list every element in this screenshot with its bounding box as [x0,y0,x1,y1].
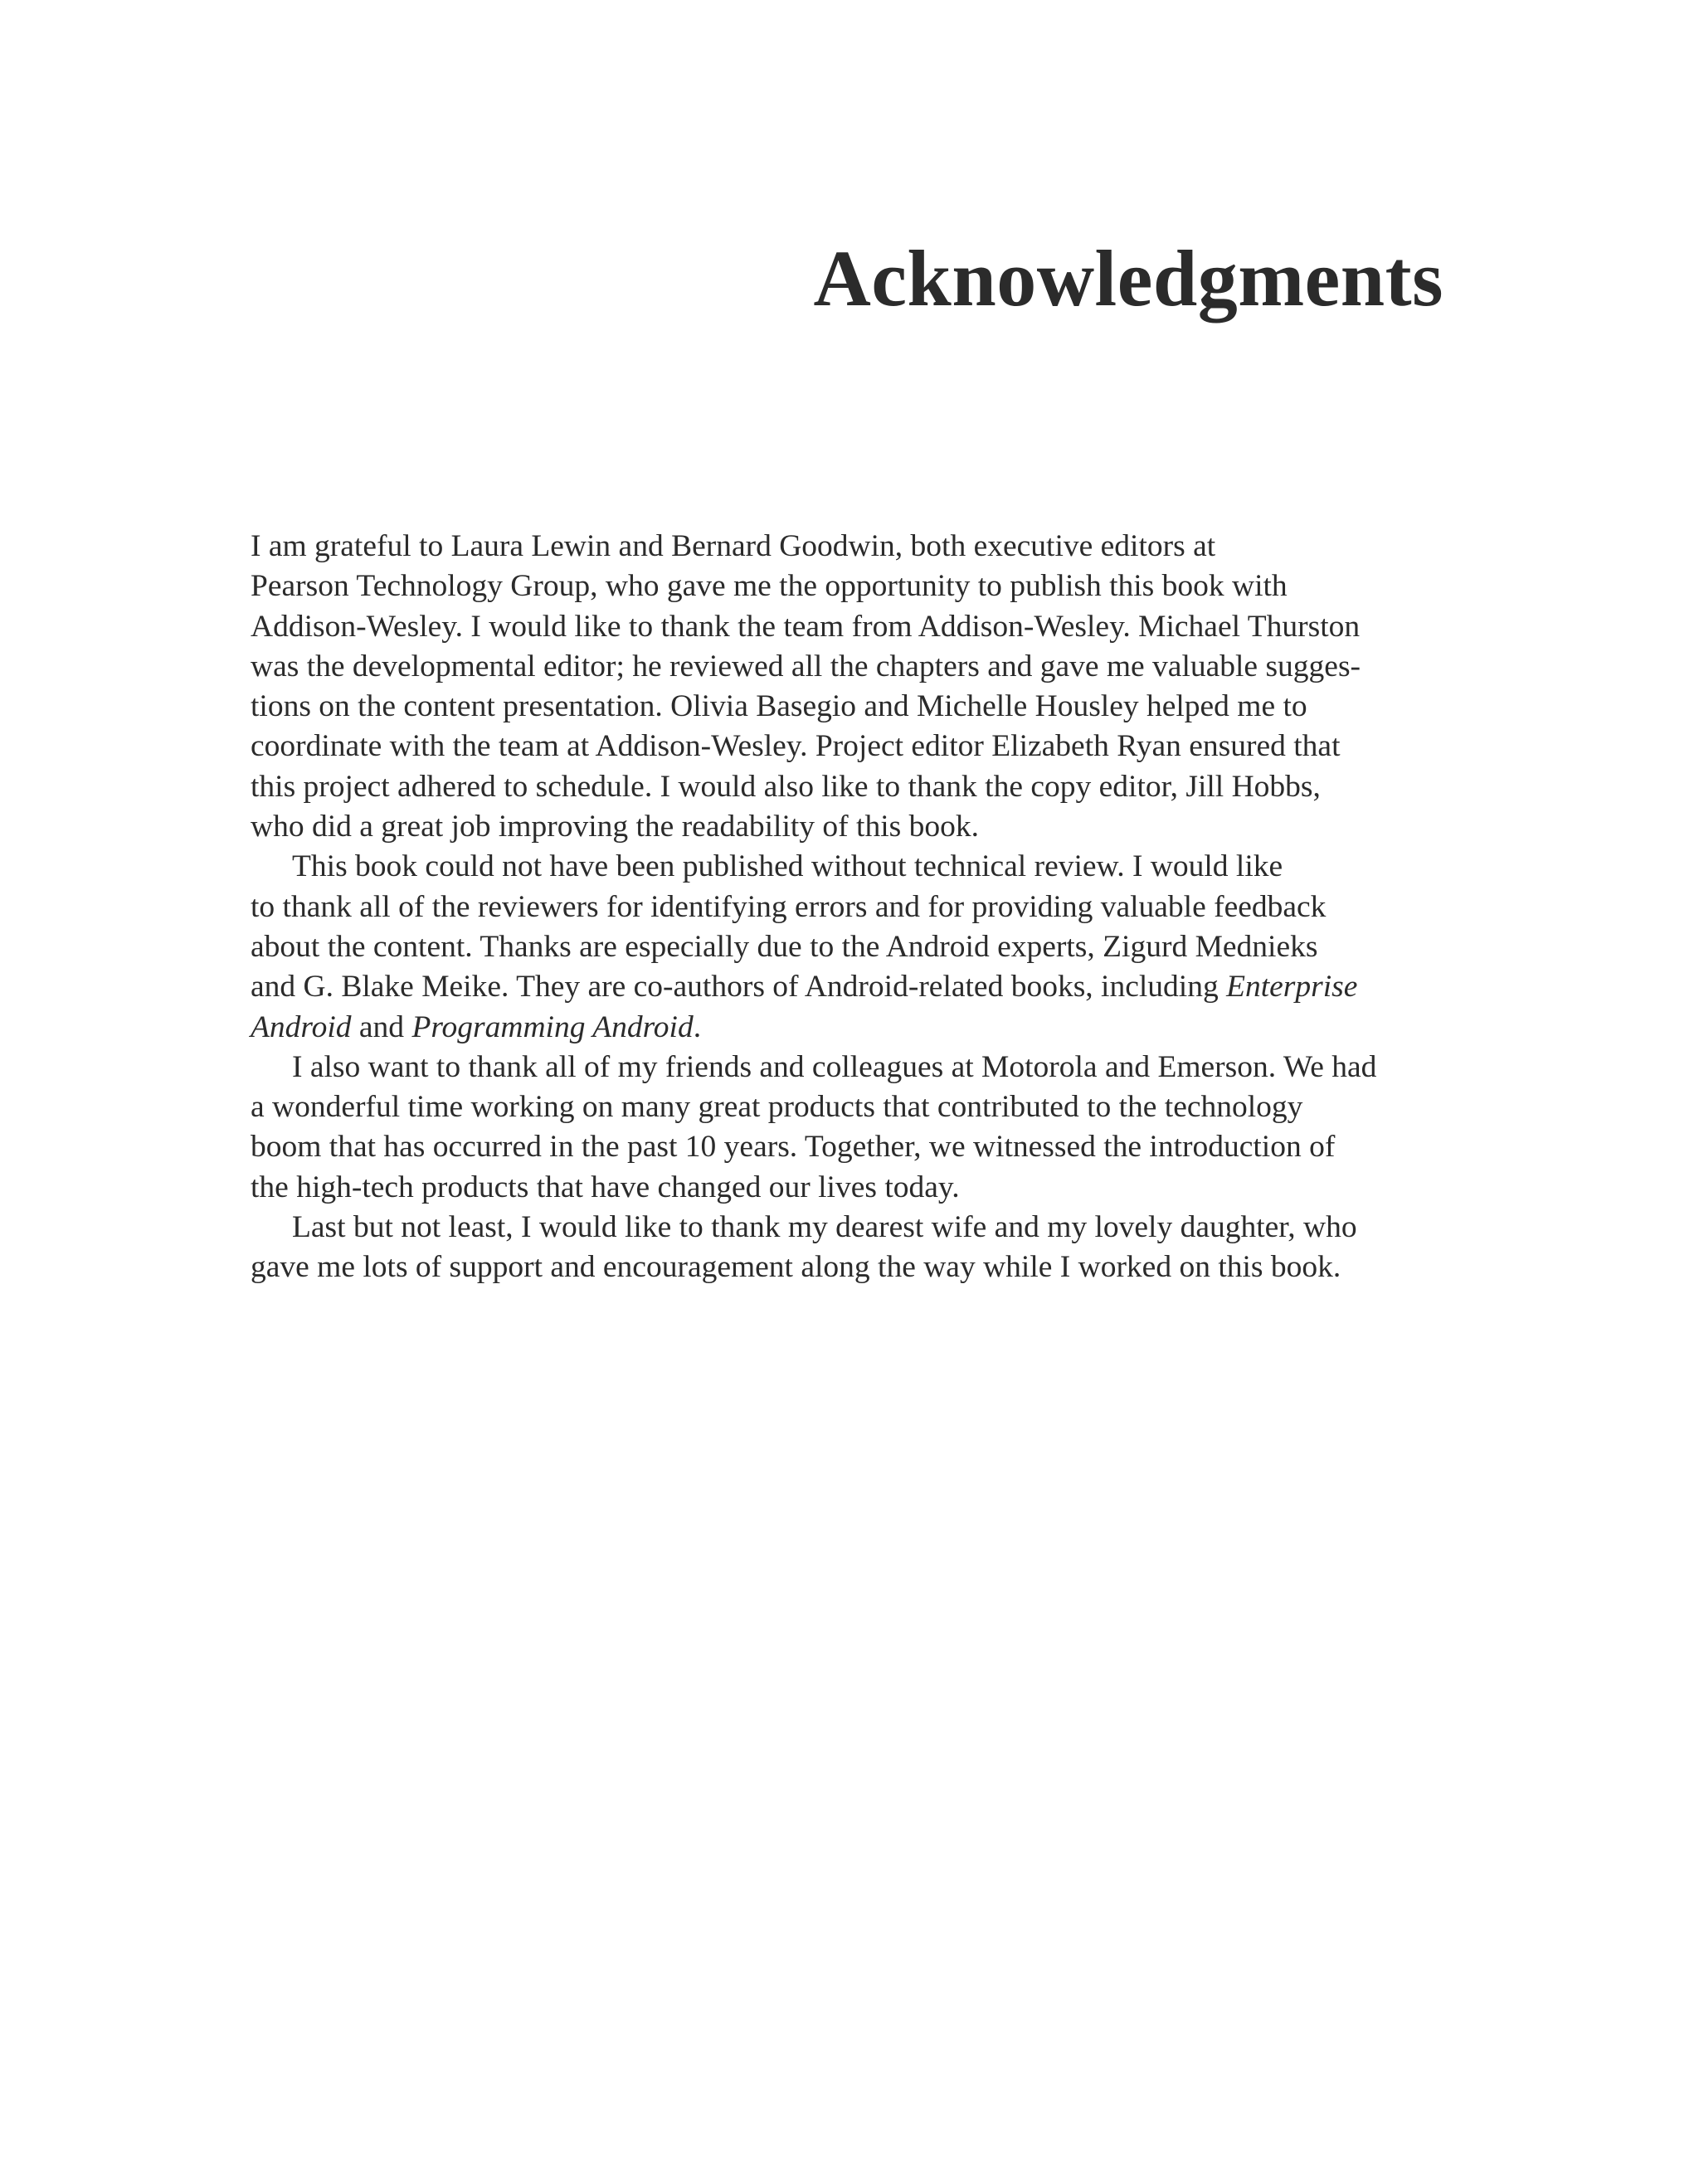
text-line [251,807,1453,847]
text-segment: I am grateful to Laura Lewin and Bernard Goodwin, both executive editors at [251,529,1216,563]
text-segment: and G. Blake Meike. They are co-authors of Android-related books, including [251,970,1227,1004]
text-line [251,1208,1453,1248]
text-line [251,927,1453,967]
book-title-text: Enterprise [1226,970,1358,1004]
text-segment: Addison-Wesley. I would like to thank the team from Addison-Wesley. Michael Thurston [251,609,1361,644]
text-line [251,647,1453,687]
text-segment: Last but not least, I would like to thank my dearest wife and my lovely daughter, who [292,1210,1357,1245]
text-segment: to thank all of the reviewers for identifying errors and for providing valuable feedback [251,889,1327,924]
book-title-text: Programming Android [411,1009,694,1044]
text-line [251,888,1453,927]
text-line [251,727,1453,766]
paragraph [251,1208,1453,1288]
text-segment: boom that has occurred in the past 10 years. Together, we witnessed the introduction of [251,1130,1336,1165]
text-segment: coordinate with the team at Addison-Wesley. Project editor Elizabeth Ryan ensured that [251,729,1341,764]
text-line [251,967,1453,1007]
text-segment: about the content. Thanks are especially due to the Android experts, Zigurd Mednieks [251,929,1318,964]
text-line [251,1127,1453,1167]
page-title: Acknowledgments [813,234,1443,323]
text-segment: . [693,1009,702,1044]
text-line [251,1248,1453,1287]
text-segment: this project adhered to schedule. I would also like to thank the copy editor, Jill Hobbs, [251,769,1321,804]
text-line [251,607,1453,647]
text-segment: the high-tech products that have changed our lives today. [251,1170,960,1204]
text-line [251,847,1453,887]
text-line [251,1008,1453,1048]
text-line [251,1048,1453,1087]
text-segment: This book could not have been published without technical review. I would like [292,849,1283,884]
text-segment: was the developmental editor; he reviewed all the chapters and gave me valuable sugges- [251,649,1361,683]
text-line [251,687,1453,727]
text-line [251,1168,1453,1208]
text-segment: tions on the content presentation. Olivia Basegio and Michelle Housley helped me to [251,689,1307,724]
text-segment: gave me lots of support and encouragement along the way while I worked on this book. [251,1250,1341,1285]
acknowledgments-body [251,527,1453,1288]
paragraph [251,847,1453,1047]
paragraph [251,1048,1453,1208]
text-line [251,527,1453,567]
text-line [251,767,1453,807]
book-title-text: Android [251,1009,352,1044]
text-segment: and [351,1009,412,1044]
text-segment: I also want to thank all of my friends and colleagues at Motorola and Emerson. We had [292,1049,1377,1084]
text-line [251,567,1453,606]
text-segment: a wonderful time working on many great products that contributed to the technology [251,1090,1303,1125]
paragraph [251,527,1453,847]
text-segment: Pearson Technology Group, who gave me the opportunity to publish this book with [251,569,1288,604]
text-segment: who did a great job improving the readability of this book. [251,810,979,844]
text-line [251,1087,1453,1127]
